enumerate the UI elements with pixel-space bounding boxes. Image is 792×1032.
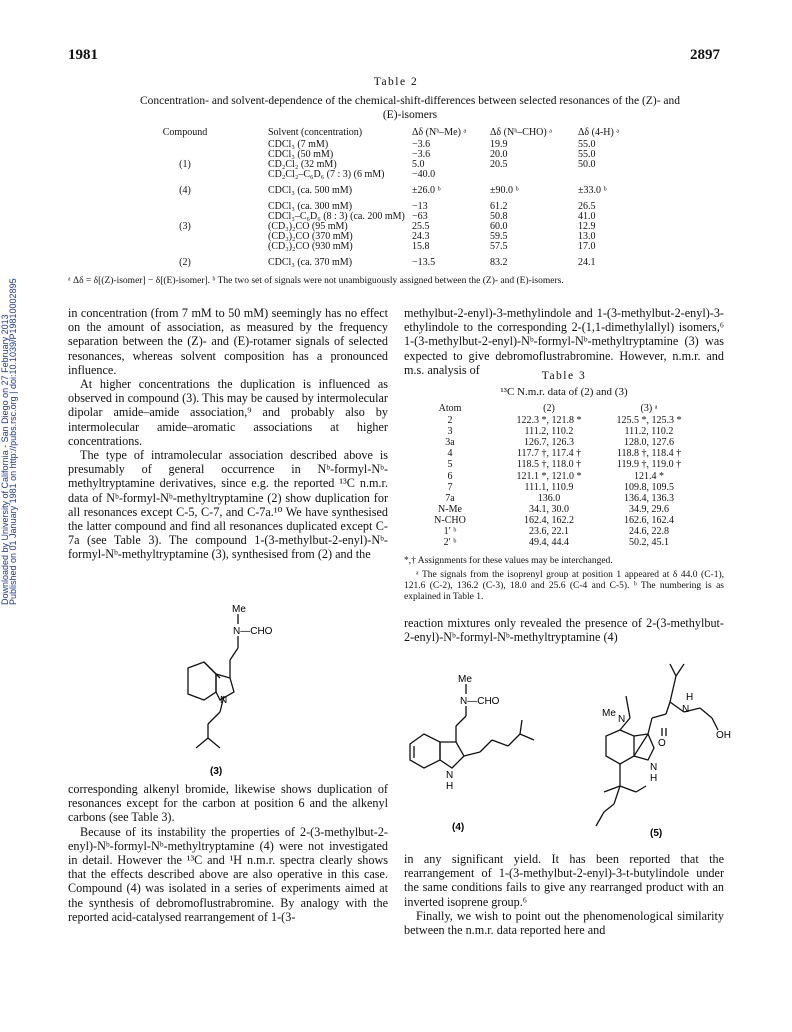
paragraph: At higher concentrations the duplication is influenced as observed in compound (3). This may be caused by intermolecular dipolar amide–amide association,⁹ and probably also by intermolecular amide–aromatic associations at higher concentrations. <box>68 377 388 448</box>
table3-header: (3) ᵃ <box>640 403 658 414</box>
table3-cell: 109.8, 109.5 <box>624 481 674 493</box>
table2-cell: −63 <box>412 211 428 222</box>
table2-footnote: ᵃ Δδ = δ[(Z)-isomer] − δ[(E)-isomer]. ᵇ The two set of signals were not unambiguously assigned between the (Z)- and (E)-isomers. <box>68 276 564 286</box>
table2-cell: 12.9 <box>578 221 596 232</box>
svg-text:H: H <box>686 692 694 703</box>
paragraph: corresponding alkenyl bromide, likewise shows duplication of resonances except for the carbon at position 6 and the alkenyl carbons (see Table 3). <box>68 782 388 825</box>
table3-cell: 111.2, 110.2 <box>624 426 674 438</box>
table3-cell: 3a <box>445 437 455 449</box>
table2-header: Δδ (Nᵇ–CHO) ᵃ <box>490 127 552 138</box>
table2-cell: 59.5 <box>490 231 508 242</box>
table2-cell: 57.5 <box>490 241 508 252</box>
table3-cell: 111.2, 110.2 <box>524 426 574 438</box>
svg-text:Me: Me <box>602 708 616 719</box>
table3-cell: 6 <box>447 470 453 482</box>
table3-cell: 162.6, 162.4 <box>624 514 674 526</box>
table3-header: (2) <box>543 403 555 414</box>
paragraph: methylbut-2-enyl)-3-methylindole and 1-(3-methylbut-2-enyl)-3-ethylindole to the corresponding 2-(1,1-dimethylallyl) isomers,⁶ 1-(3-methylbut-2-enyl)-Nᵇ-formyl-Nᵇ-methyltryptamine (3) was expected to give debromoflustrabromine. However, n.m.r. and m.s. analysis of <box>404 306 724 377</box>
table3-cell: 128.0, 127.6 <box>624 437 674 449</box>
svg-text:OH: OH <box>716 730 731 741</box>
table2-cell: 60.0 <box>490 221 508 232</box>
svg-text:N: N <box>446 770 454 781</box>
right-column-mid <box>404 616 724 644</box>
table2-cell: 20.5 <box>490 159 508 170</box>
svg-text:N: N <box>682 704 690 715</box>
table2-cell: −40.0 <box>412 169 436 180</box>
table3-cell: 1′ ᵇ <box>443 526 457 537</box>
table3-title: Table 3 <box>541 370 587 382</box>
table3-cell: 34.9, 29.6 <box>629 503 669 515</box>
table3-cell: 126.7, 126.3 <box>524 437 574 449</box>
table2-cell: (1) <box>179 159 191 170</box>
table2-cell: CDCl₃–C₆D₆ (8 : 3) (ca. 200 mM) <box>268 211 405 222</box>
watermark-line-2: Published on 01 January 1981 on http://pubs.rsc.org | doi:10.1039/P19810002895 <box>8 278 18 605</box>
table2-cell: 5.0 <box>412 159 425 170</box>
table2-cell: (CD₃)₂CO (370 mM) <box>268 231 353 242</box>
table2-cell: CDCl₃ (ca. 500 mM) <box>268 185 353 196</box>
paragraph: in any significant yield. It has been reported that the rearrangement of 1-(3-methylbut-2-enyl)-3-t-butylindole under the same conditions fails to give any rearranged product with an inverted isoprene group.⁶ <box>404 852 724 909</box>
table3-cell: 50.2, 45.1 <box>629 537 669 549</box>
table2-cell: 61.2 <box>490 201 508 212</box>
table3-cell: 34.1, 30.0 <box>529 503 569 515</box>
table2-cell: −13.5 <box>412 257 436 268</box>
table3-cell: 119.9 †, 119.0 † <box>616 459 682 471</box>
table3-cell: 118.5 †, 118.0 † <box>516 459 582 471</box>
table3-cell: N-Me <box>438 503 462 515</box>
table2-cell: (3) <box>179 221 191 232</box>
table2-header: Solvent (concentration) <box>268 127 363 138</box>
table3-cell: 125.5 *, 125.3 * <box>616 415 682 426</box>
left-column-bottom <box>68 782 388 924</box>
structure-5 <box>590 656 740 838</box>
table2-cell: −3.6 <box>412 139 431 150</box>
paragraph: in concentration (from 7 mM to 50 mM) seemingly has no effect on the amount of association, as measured by the frequency separation between the (Z)- and (E)-rotamer signals of selected resonances, whereas solvent composition has a pronounced influence. <box>68 306 388 377</box>
table3-footnote-2: ᵃ The signals from the isoprenyl group at position 1 appeared at δ 44.0 (C-1), 121.6 (C-2), 136.2 (C-3), 18.0 and 25.6 (C-4 and C-5). ᵇ The numbering is as explained in Table 1. <box>404 570 724 602</box>
paragraph: reaction mixtures only revealed the presence of 2-(3-methylbut-2-enyl)-Nᵇ-formyl-Nᵇ-methyltryptamine (4) <box>404 616 724 645</box>
table2-cell: 19.9 <box>490 139 508 150</box>
table2-cell: ±33.0 ᵇ <box>578 185 607 196</box>
table2-cell: 24.3 <box>412 231 430 242</box>
table3-footnote-1: *,† Assignments for these values may be interchanged. <box>404 556 613 566</box>
paragraph: Because of its instability the properties of 2-(3-methylbut-2-enyl)-Nᵇ-formyl-Nᵇ-methyltryptamine (4) were not investigated in detail. However the ¹³C and ¹H n.m.r. spectra clearly shows that the effects described above are also operative in this case. Compound (4) was isolated in a series of experiments aimed at the synthesis of debromoflustrabromine. By analogy with the reported acid-catalysed rearrangement of 1-(3- <box>68 824 388 924</box>
structure-3 <box>150 596 300 776</box>
table3-cell: 4 <box>447 448 453 460</box>
table3 <box>404 404 724 554</box>
table3-cell: 117.7 †, 117.4 † <box>516 448 582 460</box>
page-number: 2897 <box>690 47 720 63</box>
table3-cell: 136.4, 136.3 <box>624 492 674 504</box>
table3-cell: 3 <box>447 426 453 438</box>
svg-text:O: O <box>658 738 666 749</box>
table2-cell: 50.0 <box>578 159 596 170</box>
table2-cell: ±90.0 ᵇ <box>490 185 519 196</box>
table2-cell: −3.6 <box>412 149 431 160</box>
structure-4 <box>400 668 570 833</box>
paragraph: The type of intramolecular association described above is presumably of general occurrence in Nᵇ-formyl-Nᵇ-methyltryptamine derivatives, since e.g. the reported ¹³C n.m.r. data of Nᵇ-formyl-Nᵇ-methyltryptamine (2) show duplication for all resonances except C-5, C-7, and C-7a.¹⁰ We have synthesised the latter compound and find all resonances duplicated except C-7a (see Table 3). The compound 1-(3-methylbut-2-enyl)-Nᵇ-formyl-Nᵇ-methyltryptamine (3), synthesised from (2) and the <box>68 448 388 562</box>
watermark-line-1: Downloaded by University of California - San Diego on 27 February 2013 <box>0 314 10 605</box>
table2-cell: 41.0 <box>578 211 596 222</box>
table3-cell: 24.6, 22.8 <box>629 526 669 537</box>
table2-cell: (CD₃)₂CO (930 mM) <box>268 241 353 252</box>
table2-cell: −13 <box>412 201 428 212</box>
table2-cell: CDCl₃ (50 mM) <box>268 149 334 160</box>
svg-text:H: H <box>650 773 658 784</box>
table3-cell: 118.8 †, 118.4 † <box>616 448 682 460</box>
table2-cell: CDCl₃ (7 mM) <box>268 139 329 150</box>
table3-cell: 2 <box>447 415 453 426</box>
table2-cell: 13.0 <box>578 231 596 242</box>
svg-text:N—CHO: N—CHO <box>233 626 273 637</box>
structure-5-label: (5) <box>650 828 663 839</box>
table3-cell: 7a <box>445 492 455 504</box>
table3-header: Atom <box>438 403 462 414</box>
svg-text:N—CHO: N—CHO <box>460 696 500 707</box>
table2-cell: CDCl₃ (ca. 300 mM) <box>268 201 353 212</box>
table2-cell: CDCl₃ (ca. 370 mM) <box>268 257 353 268</box>
table2-cell: (2) <box>179 257 191 268</box>
svg-text:Me: Me <box>458 674 472 685</box>
table3-cell: 7 <box>447 481 453 493</box>
table2-cell: 17.0 <box>578 241 596 252</box>
table2-cell: (4) <box>179 185 191 196</box>
table2-title: Table 2 <box>373 76 419 88</box>
table2-header: Δδ (4-H) ᵃ <box>578 127 620 138</box>
right-column-bottom <box>404 852 724 937</box>
table3-cell: 2′ ᵇ <box>443 537 457 549</box>
table3-cell: 121.4 * <box>634 470 664 482</box>
table2-cell: 15.8 <box>412 241 430 252</box>
structure-4-label: (4) <box>452 822 465 833</box>
table3-cell: 5 <box>447 459 453 471</box>
table3-cell: 122.3 *, 121.8 * <box>516 415 582 426</box>
table2-header: Compound <box>162 127 208 138</box>
svg-text:N: N <box>220 695 228 706</box>
table3-cell: 136.0 <box>537 492 561 504</box>
table2-cell: 50.8 <box>490 211 508 222</box>
table3-cell: N-CHO <box>434 514 466 526</box>
table2-cell: CD₂Cl₂–C₆D₆ (7 : 3) (6 mM) <box>268 169 385 180</box>
table2-cell: 26.5 <box>578 201 596 212</box>
table3-caption: ¹³C N.m.r. data of (2) and (3) <box>500 386 628 398</box>
table3-cell: 121.1 *, 121.0 * <box>516 470 582 482</box>
table3-cell: 23.6, 22.1 <box>529 526 569 537</box>
table3-cell: 162.4, 162.2 <box>524 514 574 526</box>
left-column-top <box>68 306 388 562</box>
table2-cell: 24.1 <box>578 257 596 268</box>
table2-cell: 20.0 <box>490 149 508 160</box>
paragraph: Finally, we wish to point out the phenomenological similarity between the n.m.r. data reported here and <box>404 908 724 938</box>
table2-cell: 83.2 <box>490 257 508 268</box>
table2 <box>0 126 792 286</box>
svg-text:N: N <box>650 762 658 773</box>
svg-text:H: H <box>446 781 454 792</box>
table2-cell: 55.0 <box>578 139 596 150</box>
table2-cell: 55.0 <box>578 149 596 160</box>
journal-year: 1981 <box>68 47 98 63</box>
table2-cell: (CD₃)₂CO (95 mM) <box>268 221 348 232</box>
table2-cell: 25.5 <box>412 221 430 232</box>
svg-text:Me: Me <box>232 604 246 615</box>
table2-header: Δδ (Nᵇ–Me) ᵃ <box>412 127 467 138</box>
table3-cell: 49.4, 44.4 <box>529 537 569 549</box>
table2-cell: ±26.0 ᵇ <box>412 185 441 196</box>
structure-3-label: (3) <box>210 766 223 777</box>
svg-text:N: N <box>618 714 626 725</box>
right-column-top <box>404 306 724 377</box>
table2-caption: Concentration- and solvent-dependence of the chemical-shift-differences between selected resonances of the (Z)- and (E)-isomers <box>139 95 681 121</box>
table3-cell: 111.1, 110.9 <box>524 481 574 493</box>
table2-cell: CD₂Cl₂ (32 mM) <box>268 159 337 170</box>
